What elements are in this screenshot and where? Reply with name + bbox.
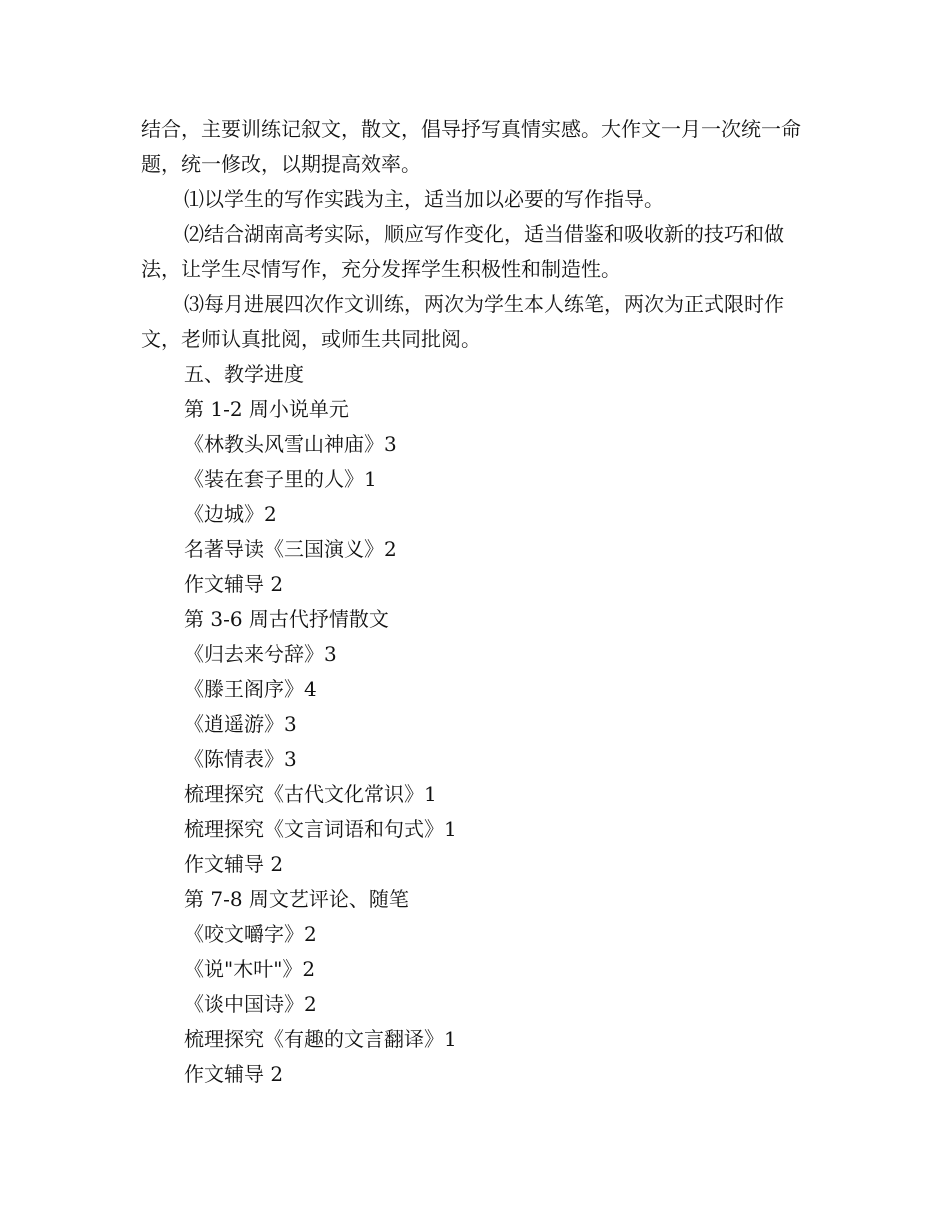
document-body — [141, 112, 821, 1092]
schedule-item: 《滕王阁序》4 — [184, 677, 317, 701]
section-heading-teaching-schedule: 五、教学进度 — [184, 362, 304, 386]
schedule-item: 《归去来兮辞》3 — [184, 642, 337, 666]
schedule-week-3-6: 第 3-6 周古代抒情散文 — [184, 607, 389, 631]
schedule-item: 名著导读《三国演义》2 — [184, 537, 397, 561]
paragraph-point-3: ⑶每月进展四次作文训练，两次为学生本人练笔，两次为正式限时作文，老师认真批阅，或师生共同批阅。 — [141, 292, 784, 351]
schedule-item: 梳理探究《有趣的文言翻译》1 — [184, 1027, 457, 1051]
schedule-item: 《说"木叶"》2 — [184, 957, 316, 981]
schedule-week-7-8: 第 7-8 周文艺评论、随笔 — [184, 887, 409, 911]
paragraph-point-1: ⑴以学生的写作实践为主，适当加以必要的写作指导。 — [184, 187, 664, 211]
schedule-item: 《边城》2 — [184, 502, 277, 526]
schedule-item: 《谈中国诗》2 — [184, 992, 317, 1016]
schedule-item: 梳理探究《文言词语和句式》1 — [184, 817, 457, 841]
schedule-item: 《陈情表》3 — [184, 747, 297, 771]
schedule-item: 梳理探究《古代文化常识》1 — [184, 782, 437, 806]
paragraph-writing-plan: 结合，主要训练记叙文，散文，倡导抒写真情实感。大作文一月一次统一命题，统一修改，以期提高效率。 — [141, 117, 801, 176]
schedule-item: 《林教头风雪山神庙》3 — [184, 432, 397, 456]
schedule-week-1-2: 第 1-2 周小说单元 — [184, 397, 349, 421]
paragraph-point-2: ⑵结合湖南高考实际，顺应写作变化，适当借鉴和吸收新的技巧和做法，让学生尽情写作，充分发挥学生积极性和制造性。 — [141, 222, 784, 281]
schedule-item: 作文辅导 2 — [184, 852, 284, 876]
schedule-item: 作文辅导 2 — [184, 572, 284, 596]
schedule-item: 《装在套子里的人》1 — [184, 467, 377, 491]
schedule-item: 《逍遥游》3 — [184, 712, 297, 736]
schedule-item: 作文辅导 2 — [184, 1062, 284, 1086]
schedule-item: 《咬文嚼字》2 — [184, 922, 317, 946]
